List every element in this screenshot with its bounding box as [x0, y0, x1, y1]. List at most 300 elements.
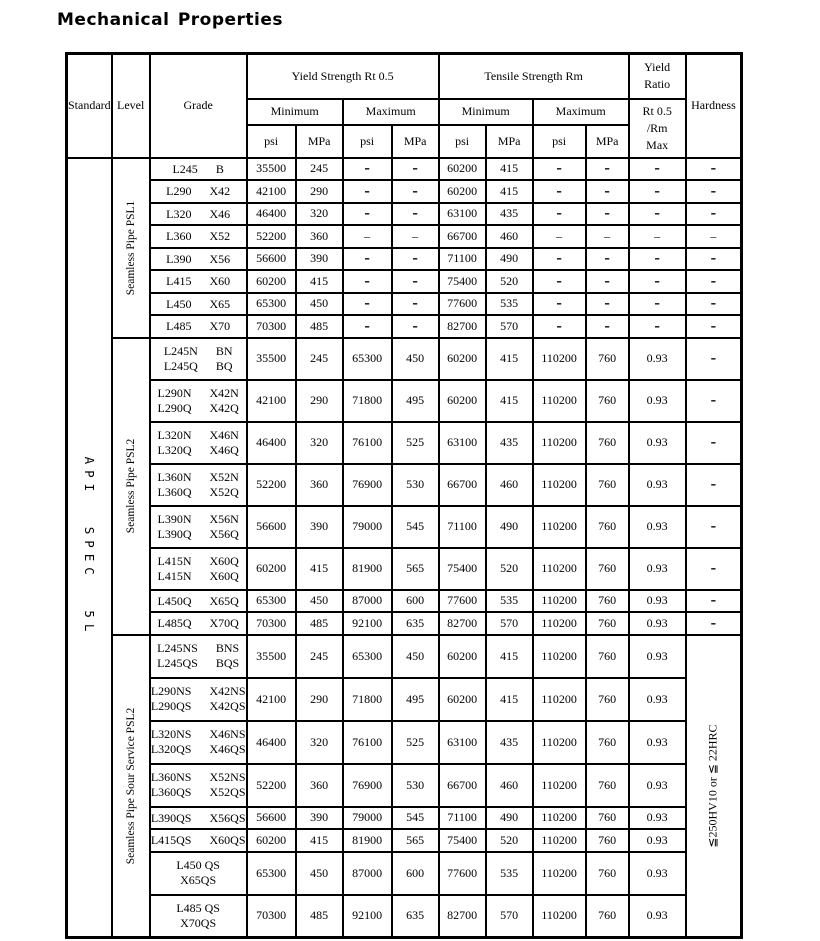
grade-text	[166, 207, 230, 222]
value-text: 46400	[256, 734, 287, 749]
value-text: 485	[310, 908, 329, 923]
value-text: 530	[406, 777, 425, 792]
tensile-min-mpa-cell	[486, 293, 533, 316]
value-text: 565	[406, 561, 425, 575]
value-text: 46400	[256, 206, 287, 221]
value-text: 570	[500, 318, 519, 333]
dash-placeholder: –	[556, 162, 562, 176]
yield-max-psi-cell	[343, 548, 392, 590]
grade-part: L320QS	[150, 742, 192, 756]
grade-part: X56Q	[209, 526, 239, 541]
grade-part: BNS	[215, 641, 240, 655]
dash-placeholder: –	[556, 252, 562, 266]
yield-ratio-cell	[629, 764, 686, 807]
value-text: 450	[310, 865, 329, 880]
grade-part: X56QS	[209, 810, 246, 825]
value-text: 52200	[256, 228, 287, 243]
grade-cell	[150, 158, 247, 181]
header-unit-mpa: MPa	[296, 125, 343, 158]
yield-max-psi-cell	[343, 158, 392, 181]
grade-text	[151, 727, 246, 757]
dash-placeholder: –	[654, 184, 660, 198]
header-yield-minimum: Minimum	[247, 99, 343, 125]
dash-placeholder: –	[412, 207, 418, 221]
tensile-min-psi-cell	[439, 248, 486, 271]
yield-min-mpa-cell	[296, 464, 343, 506]
grade-part: L320	[166, 206, 192, 221]
hardness-cell	[686, 293, 742, 316]
table-row	[67, 380, 742, 422]
dash-placeholder: –	[412, 184, 418, 198]
yield-max-mpa-cell	[392, 721, 439, 764]
yield-ratio-cell	[629, 203, 686, 226]
value-text: 0.93	[646, 734, 668, 749]
yield-min-mpa-cell	[296, 548, 343, 590]
tensile-max-psi-cell	[533, 612, 586, 635]
grade-cell	[150, 852, 247, 895]
yield-min-psi-cell	[247, 852, 296, 895]
value-text: 0.93	[646, 648, 668, 663]
tensile-max-psi-cell	[533, 590, 586, 613]
grade-text	[157, 512, 238, 542]
tensile-max-mpa-cell	[586, 422, 629, 464]
hardness-cell	[686, 248, 742, 271]
grade-part: L485	[166, 319, 192, 334]
dash-placeholder: –	[710, 520, 717, 533]
table-body	[67, 158, 742, 938]
value-text: 63100	[447, 206, 478, 221]
table-row	[67, 721, 742, 764]
yield-min-psi-cell	[247, 807, 296, 830]
tensile-min-mpa-cell	[486, 678, 533, 721]
grade-text: X65QS	[180, 873, 217, 887]
yield-max-mpa-cell	[392, 612, 439, 635]
value-text: 87000	[352, 593, 383, 608]
dash-placeholder: –	[556, 207, 562, 221]
value-text: 290	[310, 691, 329, 706]
header-tensile-maximum: Maximum	[533, 99, 629, 125]
value-text: 535	[500, 865, 519, 880]
dash-placeholder: –	[710, 352, 717, 365]
dash-placeholder: –	[364, 207, 370, 221]
tensile-max-mpa-cell	[586, 380, 629, 422]
value-text: 245	[310, 161, 329, 176]
dash-placeholder: –	[604, 207, 610, 221]
dash-placeholder: –	[710, 184, 717, 198]
value-text: 77600	[447, 296, 478, 311]
grade-part: X42	[209, 184, 231, 199]
value-text: 75400	[447, 273, 478, 288]
yield-min-psi-cell	[247, 590, 296, 613]
grade-part: X52	[209, 229, 231, 244]
tensile-max-mpa-cell	[586, 829, 629, 852]
value-text: 71100	[447, 810, 477, 825]
tensile-max-psi-cell	[533, 203, 586, 226]
yield-min-mpa-cell	[296, 807, 343, 830]
tensile-max-psi-cell	[533, 248, 586, 271]
grade-text	[166, 184, 230, 199]
yield-max-mpa-cell	[392, 338, 439, 380]
grade-part: X52N	[209, 469, 239, 484]
grade-text: L450 QS	[176, 858, 220, 872]
value-text: 79000	[352, 810, 383, 825]
hardness-cell	[686, 203, 742, 226]
grade-part: L390	[166, 251, 192, 266]
grade-cell	[150, 270, 247, 293]
yield-min-mpa-cell	[296, 338, 343, 380]
header-yield-ratio	[629, 54, 686, 99]
grade-part: BQS	[215, 656, 240, 670]
yield-min-mpa-cell	[296, 612, 343, 635]
table-row	[67, 548, 742, 590]
dash-placeholder: –	[364, 274, 370, 288]
tensile-min-mpa-cell	[486, 829, 533, 852]
tensile-max-psi-cell	[533, 678, 586, 721]
yield-min-psi-cell	[247, 380, 296, 422]
value-text: 63100	[447, 734, 478, 749]
value-text: 0.93	[646, 435, 668, 449]
value-text: 66700	[447, 228, 478, 243]
value-text: 77600	[447, 865, 478, 880]
value-text: 110200	[541, 810, 577, 825]
tensile-max-psi-cell	[533, 225, 586, 248]
standard-vertical-label: API SPEC 5L	[82, 456, 98, 638]
tensile-min-psi-cell	[439, 829, 486, 852]
value-text: 0.93	[646, 393, 668, 407]
hardness-cell	[686, 158, 742, 181]
value-text: 0.93	[646, 519, 668, 533]
level-vertical-label: Seamless Pipe PSL2	[124, 438, 137, 534]
grade-text	[166, 229, 230, 244]
dash-placeholder: –	[604, 319, 610, 333]
yield-ratio-cell	[629, 678, 686, 721]
yield-max-psi-cell	[343, 895, 392, 938]
level-cell	[112, 635, 150, 938]
header-tensile-strength: Tensile Strength Rm	[439, 54, 629, 99]
value-text: 450	[310, 593, 329, 608]
header-unit-psi: psi	[247, 125, 296, 158]
value-text: 565	[406, 832, 425, 847]
value-text: 110200	[541, 832, 577, 847]
grade-cell	[150, 678, 247, 721]
value-text: 290	[310, 183, 329, 198]
yield-max-mpa-cell	[392, 678, 439, 721]
yield-min-psi-cell	[247, 829, 296, 852]
value-text: 415	[500, 351, 519, 365]
yield-min-psi-cell	[247, 180, 296, 203]
value-text: 46400	[256, 435, 287, 449]
value-text: 435	[500, 435, 519, 449]
tensile-min-psi-cell	[439, 315, 486, 338]
value-text: 79000	[352, 519, 383, 533]
value-text: 390	[310, 519, 329, 533]
header-tensile-minimum: Minimum	[439, 99, 533, 125]
grade-part: L290NS	[150, 684, 192, 698]
value-text: 520	[500, 832, 519, 847]
grade-part: L415N	[157, 568, 192, 583]
yield-ratio-formula-line-2: /Rm	[646, 120, 668, 135]
value-text: 76900	[352, 777, 383, 792]
value-text: 520	[500, 273, 519, 288]
tensile-min-mpa-cell	[486, 895, 533, 938]
tensile-max-mpa-cell	[586, 807, 629, 830]
dash-placeholder: –	[710, 297, 717, 311]
tensile-max-mpa-cell	[586, 180, 629, 203]
tensile-max-psi-cell	[533, 464, 586, 506]
grade-cell	[150, 612, 247, 635]
tensile-min-psi-cell	[439, 721, 486, 764]
yield-min-psi-cell	[247, 225, 296, 248]
yield-min-mpa-cell	[296, 422, 343, 464]
yield-ratio-cell	[629, 270, 686, 293]
value-text: 290	[310, 393, 329, 407]
tensile-min-psi-cell	[439, 293, 486, 316]
dash-placeholder: –	[654, 274, 660, 288]
tensile-min-mpa-cell	[486, 380, 533, 422]
grade-cell	[150, 203, 247, 226]
dash-placeholder: –	[556, 297, 562, 311]
value-text: 415	[310, 273, 329, 288]
yield-min-mpa-cell	[296, 315, 343, 338]
table-row	[67, 807, 742, 830]
yield-max-mpa-cell	[392, 506, 439, 548]
grade-part: L360N	[157, 469, 192, 484]
tensile-min-mpa-cell	[486, 422, 533, 464]
grade-part: L290	[166, 184, 192, 199]
yield-min-mpa-cell	[296, 635, 343, 678]
value-text: 760	[598, 393, 617, 407]
value-text: 535	[500, 296, 519, 311]
value-text: 76100	[352, 435, 383, 449]
tensile-max-mpa-cell	[586, 548, 629, 590]
value-text: 415	[500, 161, 519, 176]
value-text: 490	[500, 519, 519, 533]
value-text: 71100	[447, 519, 477, 533]
yield-max-psi-cell	[343, 180, 392, 203]
yield-min-psi-cell	[247, 270, 296, 293]
yield-max-psi-cell	[343, 635, 392, 678]
dash-placeholder: –	[364, 184, 370, 198]
value-text: 520	[500, 561, 519, 575]
yield-max-mpa-cell	[392, 764, 439, 807]
header-grade: Grade	[150, 54, 247, 158]
value-text: 0.93	[646, 561, 668, 575]
yield-max-psi-cell	[343, 612, 392, 635]
dash-placeholder: –	[556, 184, 562, 198]
value-text: 485	[310, 615, 329, 630]
value-text: 535	[500, 593, 519, 608]
tensile-max-mpa-cell	[586, 270, 629, 293]
value-text: 35500	[256, 351, 287, 365]
tensile-min-mpa-cell	[486, 338, 533, 380]
value-text: 65300	[352, 648, 383, 663]
yield-ratio-cell	[629, 635, 686, 678]
value-text: 245	[310, 648, 329, 663]
value-text: 415	[500, 691, 519, 706]
yield-min-psi-cell	[247, 678, 296, 721]
tensile-min-mpa-cell	[486, 203, 533, 226]
value-text: 760	[598, 777, 617, 792]
grade-part: L450Q	[157, 593, 192, 608]
tensile-max-mpa-cell	[586, 678, 629, 721]
value-text: 390	[310, 251, 329, 266]
value-text: 82700	[447, 908, 478, 923]
grade-part: L415QS	[150, 833, 192, 848]
yield-max-psi-cell	[343, 852, 392, 895]
tensile-max-mpa-cell	[586, 464, 629, 506]
yield-max-mpa-cell	[392, 315, 439, 338]
value-text: 415	[500, 648, 519, 663]
yield-max-mpa-cell	[392, 293, 439, 316]
grade-part: X46NS	[209, 727, 246, 741]
grade-cell	[150, 248, 247, 271]
grade-part: X52QS	[209, 785, 246, 799]
hardness-cell	[686, 464, 742, 506]
header-unit-psi: psi	[533, 125, 586, 158]
yield-max-mpa-cell	[392, 464, 439, 506]
tensile-max-psi-cell	[533, 829, 586, 852]
value-text: 760	[598, 593, 617, 608]
value-text: 60200	[447, 648, 478, 663]
dash-placeholder: –	[604, 297, 610, 311]
grade-cell	[150, 764, 247, 807]
value-text: 320	[310, 206, 329, 221]
value-text: 760	[598, 477, 617, 491]
tensile-max-mpa-cell	[586, 315, 629, 338]
value-text: 42100	[256, 183, 287, 198]
tensile-max-psi-cell	[533, 764, 586, 807]
grade-part: X70Q	[209, 616, 239, 631]
value-text: 82700	[447, 615, 478, 630]
yield-ratio-cell	[629, 180, 686, 203]
value-text: 110200	[541, 734, 577, 749]
yield-min-mpa-cell	[296, 380, 343, 422]
tensile-min-psi-cell	[439, 506, 486, 548]
yield-ratio-word-1: Yield	[644, 60, 671, 75]
dash-placeholder: –	[556, 228, 563, 243]
yield-min-psi-cell	[247, 764, 296, 807]
grade-part: X56N	[209, 511, 239, 526]
value-text: 360	[310, 228, 329, 243]
yield-min-mpa-cell	[296, 721, 343, 764]
table-row	[67, 338, 742, 380]
yield-min-mpa-cell	[296, 180, 343, 203]
tensile-min-mpa-cell	[486, 807, 533, 830]
grade-text: L485 QS	[176, 900, 220, 915]
dash-placeholder: –	[364, 319, 370, 333]
level-cell	[112, 338, 150, 635]
table-row	[67, 225, 742, 248]
value-text: 81900	[352, 561, 383, 575]
hardness-cell	[686, 338, 742, 380]
value-text: 760	[598, 865, 617, 880]
table-row	[67, 315, 742, 338]
value-text: 635	[406, 908, 425, 923]
grade-part: X60Q	[209, 553, 239, 568]
grade-part: BN	[215, 343, 233, 358]
header-standard: Standard	[67, 54, 112, 158]
yield-ratio-formula-line-1: Rt 0.5	[642, 103, 672, 118]
value-text: 760	[598, 691, 617, 706]
dash-placeholder: –	[364, 297, 370, 311]
grade-part: X60Q	[209, 568, 239, 583]
value-text: 60200	[447, 351, 478, 365]
tensile-max-psi-cell	[533, 158, 586, 181]
value-text: 110200	[541, 519, 577, 533]
value-text: 435	[500, 734, 519, 749]
hardness-cell	[686, 506, 742, 548]
header-unit-mpa: MPa	[392, 125, 439, 158]
tensile-min-psi-cell	[439, 180, 486, 203]
value-text: 760	[598, 734, 617, 749]
value-text: 0.93	[646, 593, 668, 608]
tensile-max-psi-cell	[533, 380, 586, 422]
yield-min-psi-cell	[247, 635, 296, 678]
yield-min-psi-cell	[247, 506, 296, 548]
grade-part: L360NS	[150, 770, 192, 784]
yield-min-mpa-cell	[296, 225, 343, 248]
value-text: 0.93	[646, 351, 668, 365]
dash-placeholder: –	[654, 319, 660, 333]
tensile-min-psi-cell	[439, 225, 486, 248]
grade-cell	[150, 506, 247, 548]
yield-ratio-cell	[629, 422, 686, 464]
tensile-min-mpa-cell	[486, 635, 533, 678]
yield-min-mpa-cell	[296, 293, 343, 316]
grade-part: L245Q	[163, 358, 198, 373]
dash-placeholder: –	[556, 274, 562, 288]
value-text: 60200	[447, 183, 478, 198]
tensile-min-mpa-cell	[486, 464, 533, 506]
tensile-min-psi-cell	[439, 612, 486, 635]
yield-ratio-cell	[629, 895, 686, 938]
header-unit-mpa: MPa	[586, 125, 629, 158]
tensile-max-psi-cell	[533, 852, 586, 895]
grade-part: L415	[166, 274, 192, 289]
value-text: 71800	[352, 393, 383, 407]
grade-part: L290N	[157, 385, 192, 400]
yield-ratio-cell	[629, 548, 686, 590]
yield-max-mpa-cell	[392, 248, 439, 271]
grade-cell	[150, 635, 247, 678]
yield-max-psi-cell	[343, 203, 392, 226]
value-text: 75400	[447, 832, 478, 847]
hardness-cell	[686, 422, 742, 464]
dash-placeholder: –	[710, 594, 717, 608]
value-text: 0.93	[646, 691, 668, 706]
yield-min-mpa-cell	[296, 506, 343, 548]
value-text: 110200	[541, 561, 577, 575]
value-text: 760	[598, 561, 617, 575]
value-text: 110200	[541, 477, 577, 491]
dash-placeholder: –	[654, 207, 660, 221]
yield-max-mpa-cell	[392, 422, 439, 464]
grade-part: B	[215, 161, 224, 176]
yield-max-psi-cell	[343, 380, 392, 422]
yield-max-mpa-cell	[392, 829, 439, 852]
yield-min-psi-cell	[247, 721, 296, 764]
yield-max-psi-cell	[343, 338, 392, 380]
value-text: 110200	[541, 393, 577, 407]
grade-cell	[150, 548, 247, 590]
yield-max-psi-cell	[343, 225, 392, 248]
table-row	[67, 895, 742, 938]
grade-text	[151, 770, 246, 800]
yield-min-psi-cell	[247, 315, 296, 338]
value-text: 0.93	[646, 477, 668, 491]
tensile-max-mpa-cell	[586, 764, 629, 807]
yield-max-psi-cell	[343, 829, 392, 852]
